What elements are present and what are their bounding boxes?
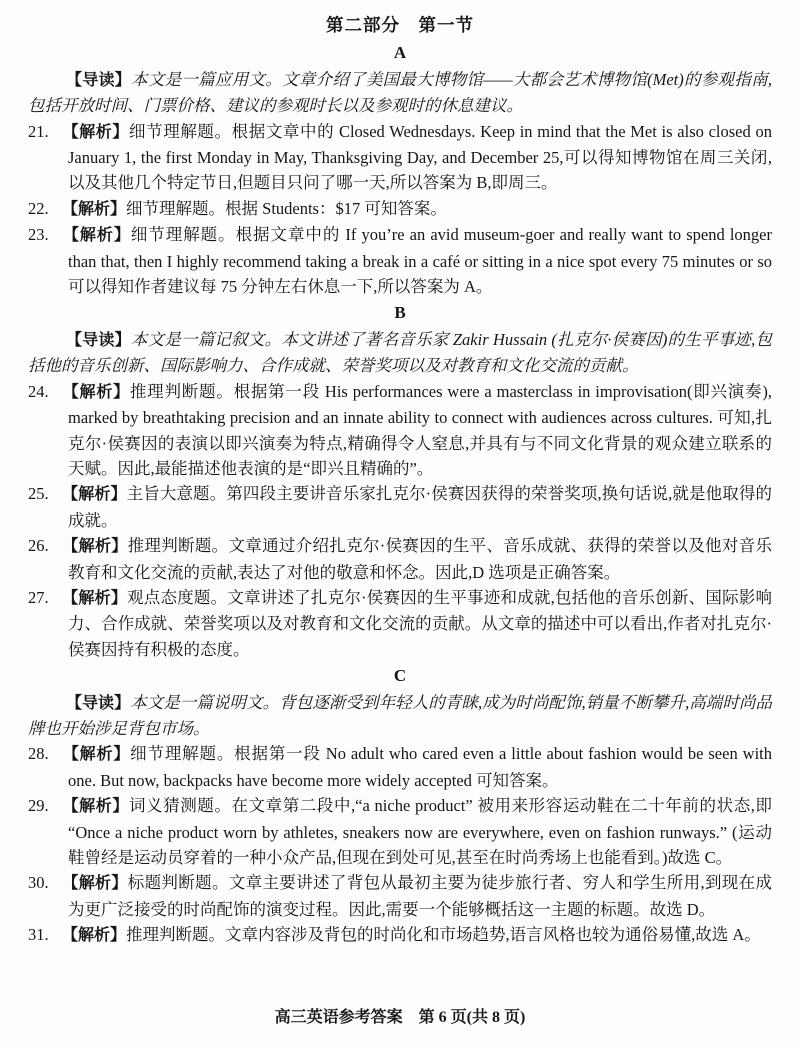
item-number: 29.: [28, 796, 49, 816]
answer-item-23: [28, 222, 772, 299]
analysis-text: 细节理解题。根据文章中的 If you’re an avid museum-goer and really want to spend longer than that, then I highly recommend taking a break in a café or sitting in a nice spot every 75 minutes or so 可以得知作者建议每 75 分钟左右休息一下,所以答案为 A。: [68, 225, 772, 297]
item-number: 25.: [28, 484, 49, 504]
analysis-text: 主旨大意题。第四段主要讲音乐家扎克尔·侯赛因获得的荣誉奖项,换句话说,就是他取得的成就。: [68, 484, 772, 530]
item-number: 23.: [28, 225, 49, 245]
section-b-heading: B: [394, 303, 406, 323]
analysis-text: 标题判断题。文章主要讲述了背包从最初主要为徒步旅行者、穷人和学生所用,到现在成为更广泛接受的时尚配饰的演变过程。因此,需要一个能够概括这一主题的标题。故选 D。: [68, 873, 772, 919]
intro-text: 本文是一篇记叙文。本文讲述了著名音乐家 Zakir Hussain (扎克尔·侯赛因)的生平事迹,包括他的音乐创新、国际影响力、合作成就、荣誉奖项以及对教育和文化交流的贡献。: [28, 329, 772, 376]
item-number: 22.: [28, 198, 49, 218]
analysis-label: 【解析】: [62, 875, 128, 893]
analysis-label: 【解析】: [62, 746, 131, 764]
intro-label: 【导读】: [65, 331, 131, 349]
analysis-text: 推理判断题。根据第一段 His performances were a masterclass in improvisation(即兴演奏), marked by breathtaking precision and an innate ability to connect with audiences across cultures. 可知,扎克尔·侯赛因的表演以即兴演奏为特点,精确得令人窒息,并具有与不同文化背景的观众建立联系的天赋。因此,最能描述他表演的是“即兴且精确的”。: [68, 381, 772, 478]
section-c-heading: C: [393, 666, 407, 686]
answer-item-28: [28, 741, 772, 793]
analysis-text: 推理判断题。文章内容涉及背包的时尚化和市场趋势,语言风格也较为通俗易懂,故选 A。: [126, 925, 761, 945]
item-number: 28.: [28, 744, 49, 764]
item-number: 31.: [28, 925, 49, 945]
item-number: 21.: [28, 121, 49, 141]
item-number: 30.: [28, 873, 49, 893]
item-number: 26.: [28, 536, 49, 556]
section-b-intro: [28, 327, 772, 379]
answer-item-21: [28, 119, 772, 196]
analysis-text: 细节理解题。根据第一段 No adult who cared even a little about fashion would be seen with one. But now, backpacks have become more widely accepted 可知答案。: [68, 744, 772, 790]
analysis-label: 【解析】: [62, 227, 131, 245]
analysis-label: 【解析】: [62, 589, 128, 607]
analysis-label: 【解析】: [62, 486, 127, 504]
analysis-text: 观点态度题。文章讲述了扎克尔·侯赛因的生平事迹和成就,包括他的音乐创新、国际影响力、合作成就、荣誉奖项以及对教育和文化交流的贡献。从文章的描述中可以看出,作者对扎克尔·侯赛因持有积极的态度。: [68, 587, 772, 659]
analysis-label: 【解析】: [62, 538, 128, 556]
page-footer: 高三英语参考答案 第 6 页(共 8 页): [274, 1008, 526, 1026]
intro-label: 【导读】: [65, 71, 132, 89]
analysis-label: 【解析】: [62, 123, 130, 141]
intro-text: 本文是一篇说明文。背包逐渐受到年轻人的青睐,成为时尚配饰,销量不断攀升,高端时尚品牌也开始涉足背包市场。: [28, 692, 772, 738]
analysis-label: 【解析】: [62, 927, 127, 945]
analysis-label: 【解析】: [62, 798, 129, 816]
answer-item-25: [28, 481, 772, 533]
answer-item-29: [28, 793, 772, 870]
answer-item-26: [28, 533, 772, 585]
analysis-text: 推理判断题。文章通过介绍扎克尔·侯赛因的生平、音乐成就、获得的荣誉以及他对音乐教育和文化交流的贡献,表达了对他的敬意和怀念。因此,D 选项是正确答案。: [68, 536, 772, 582]
analysis-label: 【解析】: [62, 383, 130, 401]
analysis-text: 词义猜测题。在文章第二段中,“a niche product” 被用来形容运动鞋在二十年前的状态,即 “Once a niche product worn by athletes, sneakers now are everywhere, even on fashion runways.” (运动鞋曾经是运动员穿着的一种小众产品,但现在到处可见,甚至在时尚秀场上也能看到。)故选 C。: [68, 796, 772, 867]
answer-item-30: [28, 870, 772, 922]
answer-item-31: [28, 922, 772, 948]
section-c-intro: [28, 690, 772, 742]
item-number: 27.: [28, 587, 49, 607]
section-a-heading: A: [393, 43, 407, 63]
item-number: 24.: [28, 381, 49, 401]
analysis-text: 细节理解题。根据 Students：$17 可知答案。: [126, 198, 447, 218]
intro-text: 本文是一篇应用文。文章介绍了美国最大博物馆——大都会艺术博物馆(Met)的参观指南,包括开放时间、门票价格、建议的参观时长以及参观时的休息建议。: [28, 69, 772, 116]
page-title: 第二部分 第一节: [326, 15, 474, 35]
analysis-text: 细节理解题。根据文章中的 Closed Wednesdays. Keep in mind that the Met is also closed on January 1, the first Monday in May, Thanksgiving Day, and December 25,可以得知博物馆在周三关闭,以及其他几个特定节日,但题目只问了哪一天,所以答案为 B,即周三。: [68, 121, 772, 193]
answer-item-24: [28, 379, 772, 482]
section-a-intro: [28, 67, 772, 119]
answer-item-22: [28, 196, 772, 222]
answer-item-27: [28, 585, 772, 662]
intro-label: 【导读】: [65, 694, 131, 712]
analysis-label: 【解析】: [62, 200, 127, 218]
